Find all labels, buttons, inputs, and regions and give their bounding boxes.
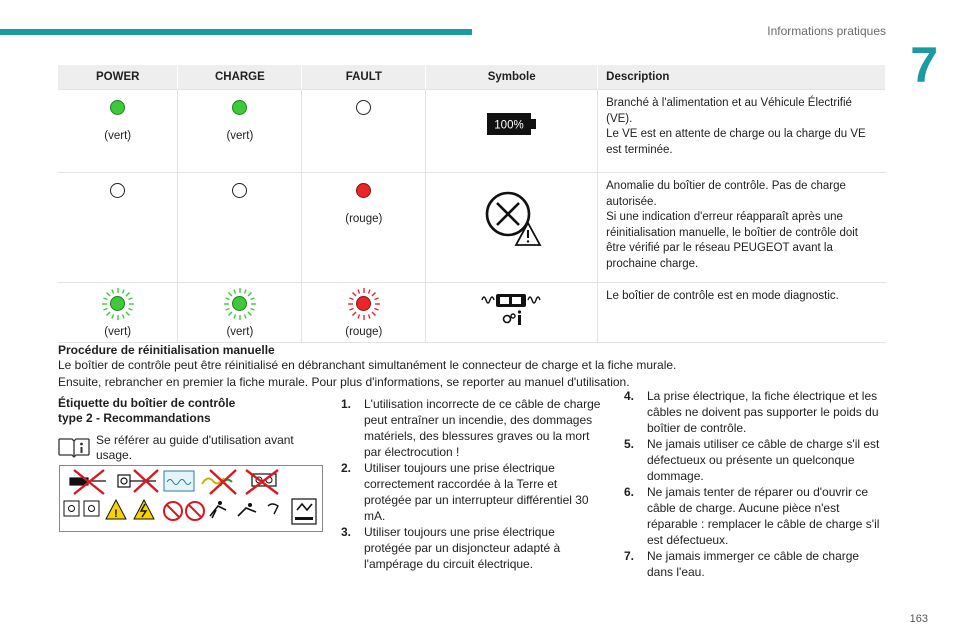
led-color-label: (vert) [226, 130, 254, 142]
description-cell: Anomalie du boîtier de contrôle. Pas de charge autorisée. Si une indication d'erreur réapparaît après une réinitialisation manuelle, le boîtier de contrôle doit être vérifié par le réseau PEUGEOT avant la prochaine charge. [598, 173, 886, 283]
list-item-number: 1. [341, 397, 352, 411]
table-row [58, 283, 886, 343]
col-header-power: POWER [58, 65, 178, 90]
power-led-off-icon [110, 183, 125, 198]
list-item-text: Ne jamais tenter de réparer ou d'ouvrir ce câble de charge. Aucune pièce n'est réparable : remplacer le câble de charge s'il est défectueux. [647, 485, 880, 547]
fault-led-red-icon [356, 183, 371, 198]
list-item-number: 6. [624, 485, 635, 499]
diagnostic-mode-icon [480, 291, 544, 327]
page-number: 163 [909, 613, 928, 625]
list-item-number: 7. [624, 549, 635, 563]
power-cell [58, 283, 178, 343]
led-color-label: (vert) [226, 326, 254, 338]
list-item-number: 4. [624, 389, 635, 403]
recommendations-list-left [341, 396, 603, 572]
list-item [341, 460, 603, 524]
procedure-line-1: Le boîtier de contrôle peut être réinitialisé en débranchant simultanément le connecteur de charge et la fiche murale. [58, 358, 677, 372]
list-item-text: Utiliser toujours une prise électrique correctement raccordée à la Terre et protégée par un interrupteur différentiel 30 mA. [364, 461, 589, 523]
list-item [341, 396, 603, 460]
list-item-number: 3. [341, 525, 352, 539]
table-header-row [58, 65, 886, 90]
chapter-number: 7 [910, 37, 938, 93]
description-cell: Le boîtier de contrôle est en mode diagnostic. [598, 283, 886, 343]
procedure-title: Procédure de réinitialisation manuelle [58, 343, 275, 357]
status-table [58, 65, 886, 343]
charge-cell [178, 283, 302, 343]
list-item-text: La prise électrique, la fiche électrique et les câbles ne doivent pas supporter le poids du boîtier de contrôle. [647, 389, 879, 435]
procedure-line-2: Ensuite, rebrancher en premier la fiche murale. Pour plus d'informations, se reporter au manuel d'utilisation. [58, 375, 630, 389]
fault-cell [302, 90, 426, 173]
svg-text:!: ! [114, 508, 118, 520]
fault-cell [302, 173, 426, 283]
label-section-title [58, 396, 235, 426]
table-row [58, 90, 886, 173]
recommendations-list-right [624, 388, 886, 580]
fault-warning-icon [481, 187, 543, 249]
list-item-number: 2. [341, 461, 352, 475]
power-led-blinking-green-icon [101, 287, 135, 321]
charge-led-blinking-green-icon [223, 287, 257, 321]
symbol-cell [426, 90, 598, 173]
battery-level-text: 100% [493, 119, 524, 132]
list-item [624, 436, 886, 484]
header-title: Informations pratiques [767, 24, 886, 38]
list-item-text: Utiliser toujours une prise électrique protégée par un disjoncteur adapté à l'ampérage du circuit électrique. [364, 525, 561, 571]
charge-led-off-icon [232, 183, 247, 198]
led-color-label: (rouge) [345, 213, 383, 225]
list-item-text: Ne jamais immerger ce câble de charge dans l'eau. [647, 549, 860, 579]
list-item-text: Ne jamais utiliser ce câble de charge s'il est défectueux ou présente un quelconque dommage. [647, 437, 880, 483]
manual-info-icon [58, 435, 90, 459]
led-color-label: (rouge) [345, 326, 383, 338]
led-color-label: (vert) [104, 326, 132, 338]
warning-pictograms-label [59, 465, 323, 532]
battery-100-icon [486, 112, 538, 136]
list-item-text: L'utilisation incorrecte de ce câble de charge peut entraîner un incendie, des dommages matériels, des blessures graves ou la mort par électrocution ! [364, 397, 601, 459]
label-section-title-line2: type 2 - Recommandations [58, 411, 211, 425]
charge-led-green-icon [232, 100, 247, 115]
list-item [341, 524, 603, 572]
list-item [624, 388, 886, 436]
charge-cell [178, 90, 302, 173]
power-cell [58, 173, 178, 283]
symbol-cell [426, 173, 598, 283]
col-header-fault: FAULT [302, 65, 426, 90]
col-header-charge: CHARGE [178, 65, 302, 90]
label-section-title-line1: Étiquette du boîtier de contrôle [58, 396, 236, 410]
list-item-number: 5. [624, 437, 635, 451]
col-header-description: Description [598, 65, 886, 90]
list-item [624, 548, 886, 580]
charge-cell [178, 173, 302, 283]
manual-note-text: Se référer au guide d'utilisation avant usage. [96, 433, 294, 462]
fault-led-blinking-red-icon [347, 287, 381, 321]
fault-cell [302, 283, 426, 343]
power-led-green-icon [110, 100, 125, 115]
table-row [58, 173, 886, 283]
col-header-symbol: Symbole [426, 65, 598, 90]
list-item [624, 484, 886, 548]
power-cell [58, 90, 178, 173]
fault-led-off-icon [356, 100, 371, 115]
header-accent-bar [0, 29, 472, 35]
description-cell: Branché à l'alimentation et au Véhicule Électrifié (VE). Le VE est en attente de charge ou la charge du VE est terminée. [598, 90, 886, 173]
symbol-cell [426, 283, 598, 343]
led-color-label: (vert) [104, 130, 132, 142]
